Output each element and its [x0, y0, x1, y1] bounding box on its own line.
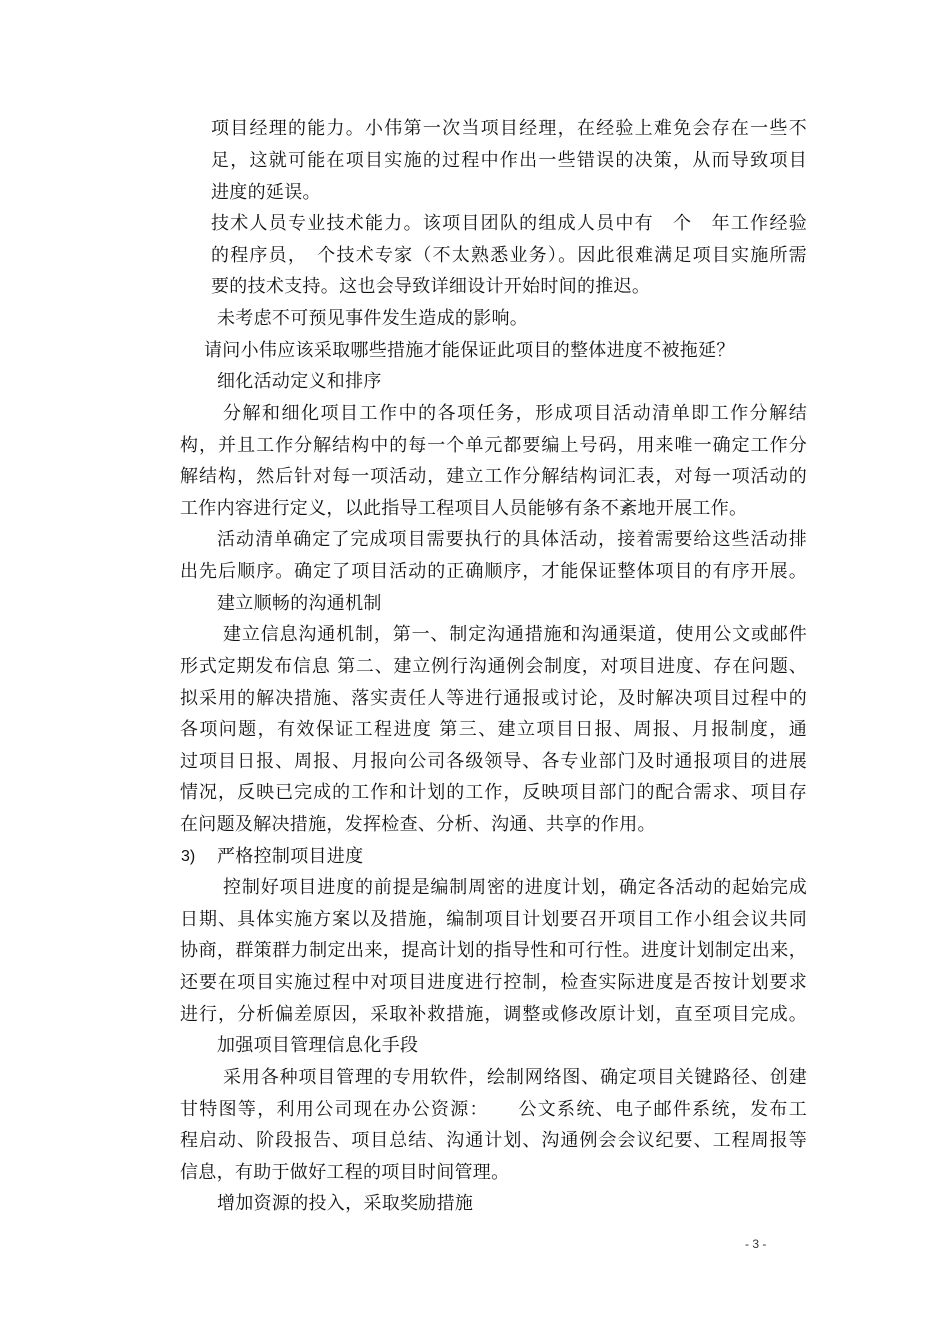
paragraph-line: 分解和细化项目工作中的各项任务，形成项目活动清单即工作分解结	[223, 403, 807, 424]
paragraph-line: 要的技术支持。这也会导致详细设计开始时间的推迟。	[211, 276, 651, 297]
page-number: - 3 -	[745, 1237, 767, 1251]
paragraph-line: 情况，反映已完成的工作和计划的工作，反映项目部门的配合需求、项目存	[180, 782, 807, 803]
paragraph-line: 活动清单确定了完成项目需要执行的具体活动，接着需要给这些活动排	[217, 529, 807, 550]
paragraph-line: 技术人员专业技术能力。该项目团队的组成人员中有 个 年工作经验	[211, 213, 807, 234]
section-heading: 增加资源的投入，采取奖励措施	[217, 1193, 474, 1214]
paragraph-line: 信息，有助于做好工程的项目时间管理。	[180, 1162, 510, 1183]
paragraph-line: 出先后顺序。确定了项目活动的正确顺序，才能保证整体项目的有序开展。	[180, 561, 807, 582]
paragraph-line: 拟采用的解决措施、落实责任人等进行通报或讨论，及时解决项目过程中的	[180, 688, 807, 709]
question-line: 请问小伟应该采取哪些措施才能保证此项目的整体进度不被拖延？	[204, 340, 735, 361]
paragraph-line: 过项目日报、周报、月报向公司各级领导、各专业部门及时通报项目的进展	[180, 751, 807, 772]
paragraph-line: 控制好项目进度的前提是编制周密的进度计划，确定各活动的起始完成	[223, 877, 807, 898]
paragraph-line: 采用各种项目管理的专用软件，绘制网络图、确定项目关键路径、创建	[223, 1067, 807, 1088]
section-heading: 建立顺畅的沟通机制	[217, 593, 382, 614]
paragraph-line: 工作内容进行定义，以此指导工程项目人员能够有条不紊地开展工作。	[180, 498, 748, 519]
section-heading: 加强项目管理信息化手段	[217, 1035, 419, 1056]
paragraph-line: 在问题及解决措施，发挥检查、分析、沟通、共享的作用。	[180, 814, 656, 835]
paragraph-line: 足，这就可能在项目实施的过程中作出一些错误的决策，从而导致项目	[211, 150, 807, 171]
section-heading: 严格控制项目进度	[217, 846, 364, 867]
paragraph-line: 各项问题，有效保证工程进度 第三、建立项目日报、周报、月报制度，通	[180, 719, 807, 740]
paragraph-line: 形式定期发布信息 第二、建立例行沟通例会制度，对项目进度、存在问题、	[180, 656, 807, 677]
paragraph-line: 建立信息沟通机制，第一、制定沟通措施和沟通渠道，使用公文或邮件	[223, 624, 807, 645]
section-heading: 细化活动定义和排序	[217, 371, 382, 392]
paragraph-line: 还要在项目实施过程中对项目进度进行控制，检查实际进度是否按计划要求	[180, 972, 807, 993]
paragraph-line: 的程序员， 个技术专家（不太熟悉业务）。因此很难满足项目实施所需	[211, 245, 807, 266]
paragraph-line: 未考虑不可预见事件发生造成的影响。	[217, 308, 529, 329]
item-number: 3)	[181, 848, 196, 865]
paragraph-line: 进行，分析偏差原因，采取补救措施，调整或修改原计划，直至项目完成。	[180, 1004, 807, 1025]
paragraph-line: 程启动、阶段报告、项目总结、沟通计划、沟通例会会议纪要、工程周报等	[180, 1130, 807, 1151]
paragraph-line: 甘特图等，利用公司现在办公资源： 公文系统、电子邮件系统，发布工	[180, 1099, 807, 1120]
paragraph-line: 进度的延误。	[211, 182, 321, 203]
paragraph-line: 构，并且工作分解结构中的每一个单元都要编上号码，用来唯一确定工作分	[180, 435, 807, 456]
paragraph-line: 项目经理的能力。小伟第一次当项目经理，在经验上难免会存在一些不	[211, 118, 807, 139]
paragraph-line: 日期、具体实施方案以及措施，编制项目计划要召开项目工作小组会议共同	[180, 909, 807, 930]
paragraph-line: 解结构，然后针对每一项活动，建立工作分解结构词汇表，对每一项活动的	[180, 466, 807, 487]
paragraph-line: 协商，群策群力制定出来，提高计划的指导性和可行性。进度计划制定出来，	[180, 940, 807, 961]
